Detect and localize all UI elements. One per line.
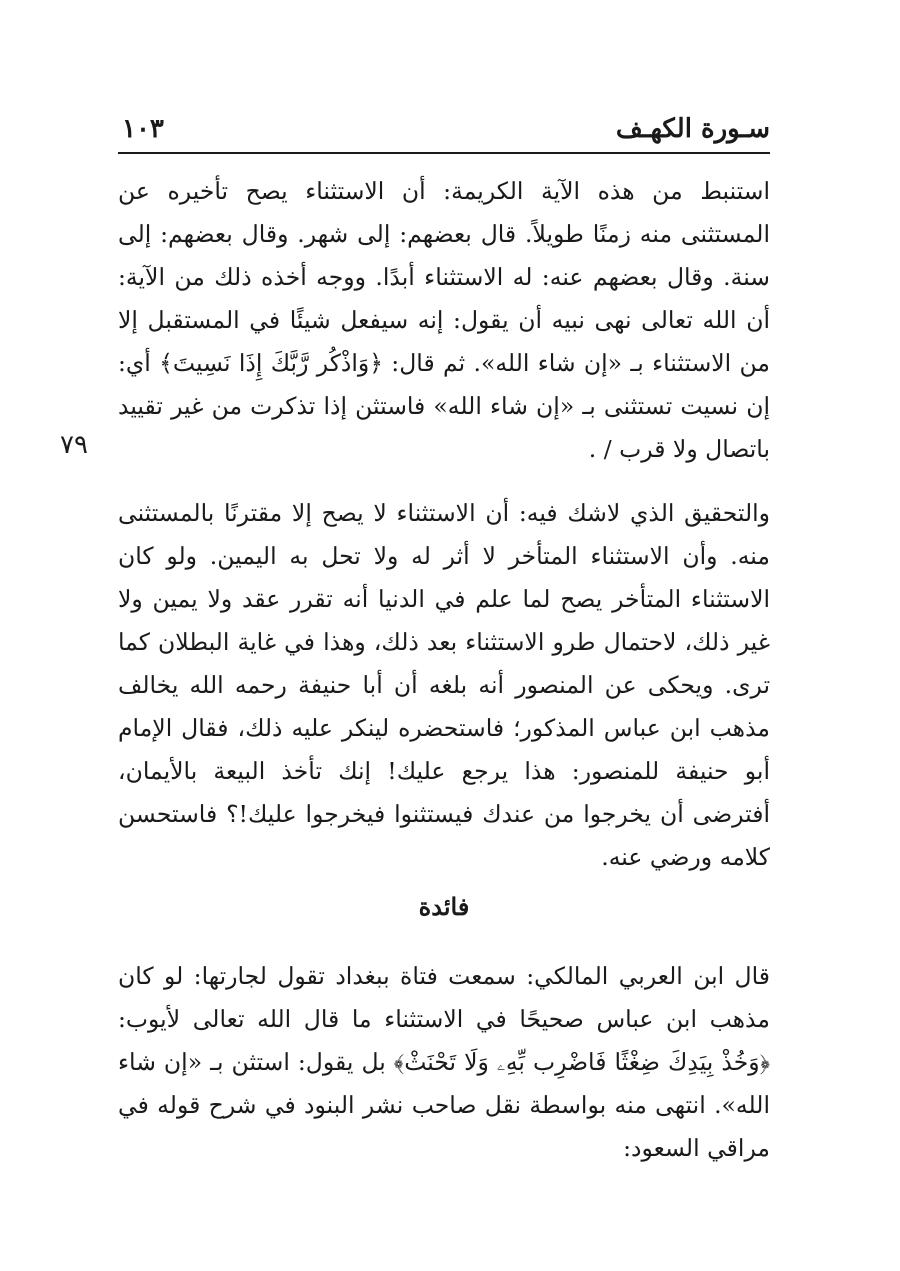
paragraph-istinbat bbox=[118, 170, 770, 471]
page-header bbox=[118, 112, 770, 154]
paragraph-text: قال ابن العربي المالكي: سمعت فتاة ببغداد تقول لجارتها: لو كان مذهب ابن عباس صحيحًا في الاستثناء ما قال الله تعالى لأيوب: ﴿وَخُذْ بِيَدِكَ ضِغْثًا فَاضْرِب بِّهِۦ وَلَا تَحْنَثْ﴾ بل يقول: استثن بـ «إن شاء الله». انتهى منه بواسطة نقل صاحب نشر البنود في شرح قوله في مراقي السعود: bbox=[118, 962, 770, 1162]
section-heading: فائدة bbox=[418, 892, 470, 921]
margin-page-reference: ٧٩ bbox=[60, 430, 88, 460]
paragraph-faida bbox=[118, 955, 770, 1170]
paragraph-tahqiq bbox=[118, 492, 770, 879]
page-number: ١٠٣ bbox=[122, 114, 164, 144]
paragraph-text: استنبط من هذه الآية الكريمة: أن الاستثناء يصح تأخيره عن المستثنى منه زمنًا طويلاً. قال بعضهم: إلى شهر. وقال بعضهم: إلى سنة. وقال بعضهم عنه: له الاستثناء أبدًا. ووجه أخذه ذلك من الآية: أن الله تعالى نهى نبيه أن يقول: إنه سيفعل شيئًا في المستقبل إلا من الاستثناء بـ «إن شاء الله». ثم قال: ﴿وَاذْكُر رَّبَّكَ إِذَا نَسِيتَ﴾ أي: إن نسيت تستثنى بـ «إن شاء الله» فاستثن إذا تذكرت من غير تقييد باتصال ولا قرب / . bbox=[118, 177, 770, 463]
paragraph-text: والتحقيق الذي لاشك فيه: أن الاستثناء لا يصح إلا مقترنًا بالمستثنى منه. وأن الاستثناء المتأخر لا أثر له ولا تحل به اليمين. ولو كان الاستثناء المتأخر يصح لما علم في الدنيا أنه تقرر عقد ولا يمين ولا غير ذلك، لاحتمال طرو الاستثناء بعد ذلك، وهذا في غاية البطلان كما ترى. ويحكى عن المنصور أنه بلغه أن أبا حنيفة رحمه الله يخالف مذهب ابن عباس المذكور؛ فاستحضره لينكر عليه ذلك، فقال الإمام أبو حنيفة للمنصور: هذا يرجع عليك! إنك تأخذ البيعة بالأيمان، أفترضى أن يخرجوا من عندك فيستثنوا فيخرجوا عليك!؟ فاستحسن كلامه ورضي عنه. bbox=[118, 499, 770, 871]
surah-title: سـورة الكهـف bbox=[615, 114, 770, 144]
